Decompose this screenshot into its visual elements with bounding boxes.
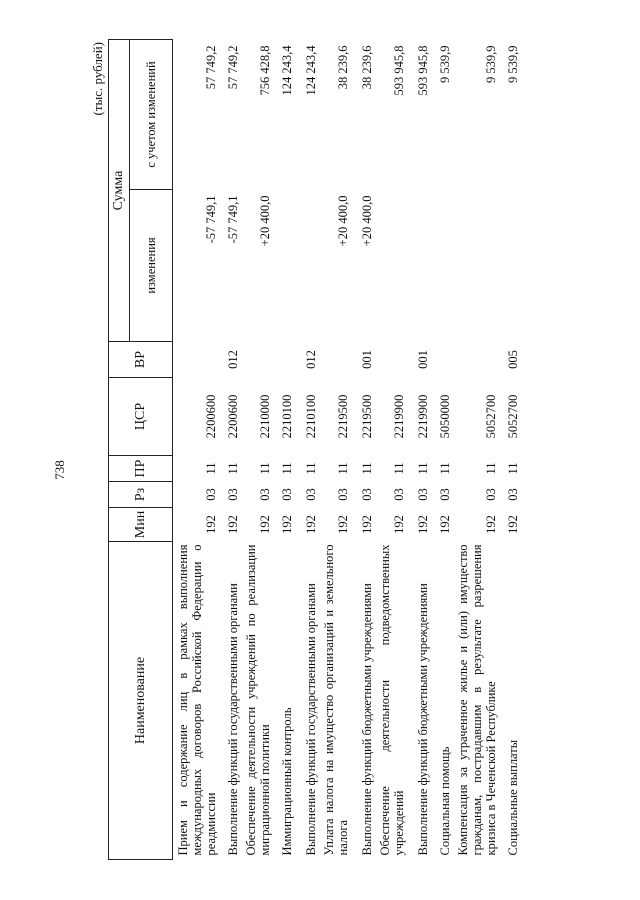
rotated-page bbox=[60, 40, 600, 860]
row-rz: 03 bbox=[483, 488, 498, 501]
row-name: Выполнение функций бюджетными учреждениями bbox=[359, 583, 374, 856]
row-total: 124 243,4 bbox=[279, 45, 294, 96]
row-pr: 11 bbox=[505, 462, 520, 475]
header-sum: Сумма bbox=[109, 40, 130, 342]
row-pr: 11 bbox=[483, 462, 498, 475]
table-body bbox=[172, 40, 521, 860]
row-total: 9 539,9 bbox=[505, 45, 520, 83]
row-change bbox=[295, 190, 319, 342]
row-vr bbox=[453, 342, 499, 378]
row-name: Уплата налога на имущество организаций и земельного налога bbox=[321, 544, 350, 856]
header-change: изменения bbox=[129, 190, 172, 342]
row-name: Компенсация за утраченное жилье и (или) имущество гражданам, пострадавшим в результате разрешения кризиса в Чеченской Республике bbox=[455, 544, 498, 856]
row-total: 57 749,2 bbox=[225, 45, 240, 90]
row-rz: 03 bbox=[225, 488, 240, 501]
row-change bbox=[375, 190, 407, 342]
page-number: 738 bbox=[52, 460, 67, 480]
row-csr: 5052700 bbox=[505, 394, 520, 439]
table-row bbox=[431, 40, 453, 860]
row-total: 124 243,4 bbox=[303, 45, 318, 96]
row-min: 192 bbox=[359, 515, 374, 534]
row-csr: 2219500 bbox=[335, 394, 350, 439]
row-pr: 11 bbox=[225, 462, 240, 475]
row-name: Выполнение функций государственными органами bbox=[225, 583, 240, 856]
row-csr: 2210100 bbox=[303, 394, 318, 439]
row-vr bbox=[273, 342, 295, 378]
row-csr: 5052700 bbox=[483, 394, 498, 439]
row-vr bbox=[375, 342, 407, 378]
row-vr bbox=[431, 342, 453, 378]
row-csr: 2219900 bbox=[415, 394, 430, 439]
row-total: 38 239,6 bbox=[359, 45, 374, 90]
row-rz: 03 bbox=[257, 488, 272, 501]
row-vr bbox=[319, 342, 351, 378]
row-min: 192 bbox=[203, 515, 218, 534]
header-rz: Рз bbox=[109, 482, 173, 508]
header-vr: ВР bbox=[109, 342, 173, 378]
row-change: +20 400,0 bbox=[257, 195, 272, 247]
row-total: 57 749,2 bbox=[203, 45, 218, 90]
row-total: 593 945,8 bbox=[391, 45, 406, 96]
row-total: 756 428,8 bbox=[257, 45, 272, 96]
row-min: 192 bbox=[437, 515, 452, 534]
row-total: 9 539,9 bbox=[483, 45, 498, 83]
row-pr: 11 bbox=[203, 462, 218, 475]
header-name: Наименование bbox=[109, 542, 173, 860]
row-name: Иммиграционный контроль bbox=[279, 707, 294, 856]
row-vr bbox=[172, 342, 219, 378]
row-rz: 03 bbox=[359, 488, 374, 501]
row-change: +20 400,0 bbox=[335, 195, 350, 247]
row-min: 192 bbox=[225, 515, 240, 534]
row-rz: 03 bbox=[279, 488, 294, 501]
row-pr: 11 bbox=[359, 462, 374, 475]
header-with-change: с учетом изменений bbox=[129, 40, 172, 190]
row-name: Обеспечение деятельности подведомственных учреждений bbox=[377, 544, 406, 856]
row-change bbox=[407, 190, 431, 342]
row-rz: 03 bbox=[335, 488, 350, 501]
budget-table bbox=[108, 39, 521, 860]
row-rz: 03 bbox=[437, 488, 452, 501]
row-name: Выполнение функций бюджетными учреждениями bbox=[415, 583, 430, 856]
row-min: 192 bbox=[303, 515, 318, 534]
row-pr: 11 bbox=[415, 462, 430, 475]
table-row bbox=[219, 40, 241, 860]
row-change bbox=[453, 190, 499, 342]
row-rz: 03 bbox=[415, 488, 430, 501]
row-total: 9 539,9 bbox=[437, 45, 452, 83]
row-change: +20 400,0 bbox=[359, 195, 374, 247]
row-rz: 03 bbox=[303, 488, 318, 501]
row-min: 192 bbox=[335, 515, 350, 534]
row-pr: 11 bbox=[437, 462, 452, 475]
row-pr: 11 bbox=[257, 462, 272, 475]
row-name: Социальная помощь bbox=[437, 746, 452, 856]
table-row bbox=[319, 40, 351, 860]
row-total: 38 239,6 bbox=[335, 45, 350, 90]
row-pr: 11 bbox=[335, 462, 350, 475]
table-row bbox=[407, 40, 431, 860]
table-row bbox=[295, 40, 319, 860]
row-change bbox=[431, 190, 453, 342]
row-min: 192 bbox=[415, 515, 430, 534]
row-name: Социальные выплаты bbox=[505, 739, 520, 856]
row-csr: 5050000 bbox=[437, 394, 452, 439]
row-csr: 2210000 bbox=[257, 394, 272, 439]
row-csr: 2219500 bbox=[359, 394, 374, 439]
row-rz: 03 bbox=[505, 488, 520, 501]
row-pr: 11 bbox=[391, 462, 406, 475]
row-name: Прием и содержание лиц в рамках выполнения международных договоров Российской Федерации о реадмиссии bbox=[175, 544, 218, 856]
row-min: 192 bbox=[279, 515, 294, 534]
row-vr: 001 bbox=[415, 350, 430, 369]
header-csr: ЦСР bbox=[109, 378, 173, 456]
row-change bbox=[273, 190, 295, 342]
row-change bbox=[499, 190, 521, 342]
row-csr: 2219900 bbox=[391, 394, 406, 439]
table-row bbox=[351, 40, 375, 860]
row-rz: 03 bbox=[203, 488, 218, 501]
table-row bbox=[499, 40, 521, 860]
row-vr: 012 bbox=[225, 350, 240, 369]
row-vr: 005 bbox=[505, 350, 520, 369]
row-vr bbox=[241, 342, 273, 378]
row-csr: 2210100 bbox=[279, 394, 294, 439]
row-change: -57 749,1 bbox=[225, 195, 240, 244]
row-pr: 11 bbox=[279, 462, 294, 475]
row-csr: 2200600 bbox=[225, 394, 240, 439]
table-row bbox=[375, 40, 407, 860]
table-row bbox=[241, 40, 273, 860]
row-pr: 11 bbox=[303, 462, 318, 475]
row-csr: 2200600 bbox=[203, 394, 218, 439]
row-min: 192 bbox=[391, 515, 406, 534]
row-total: 593 945,8 bbox=[415, 45, 430, 96]
header-min: Мин bbox=[109, 508, 173, 542]
row-name: Обеспечение деятельности учреждений по реализации миграционной политики bbox=[243, 544, 272, 856]
row-name: Выполнение функций государственными органами bbox=[303, 583, 318, 856]
table-row bbox=[273, 40, 295, 860]
row-min: 192 bbox=[505, 515, 520, 534]
row-min: 192 bbox=[257, 515, 272, 534]
row-vr: 001 bbox=[359, 350, 374, 369]
table-row bbox=[453, 40, 499, 860]
row-vr: 012 bbox=[303, 350, 318, 369]
row-min: 192 bbox=[483, 515, 498, 534]
header-pr: ПР bbox=[109, 456, 173, 482]
table-row bbox=[172, 40, 219, 860]
row-rz: 03 bbox=[391, 488, 406, 501]
units-label: (тыс. рублей) bbox=[90, 42, 105, 116]
row-change: -57 749,1 bbox=[203, 195, 218, 244]
